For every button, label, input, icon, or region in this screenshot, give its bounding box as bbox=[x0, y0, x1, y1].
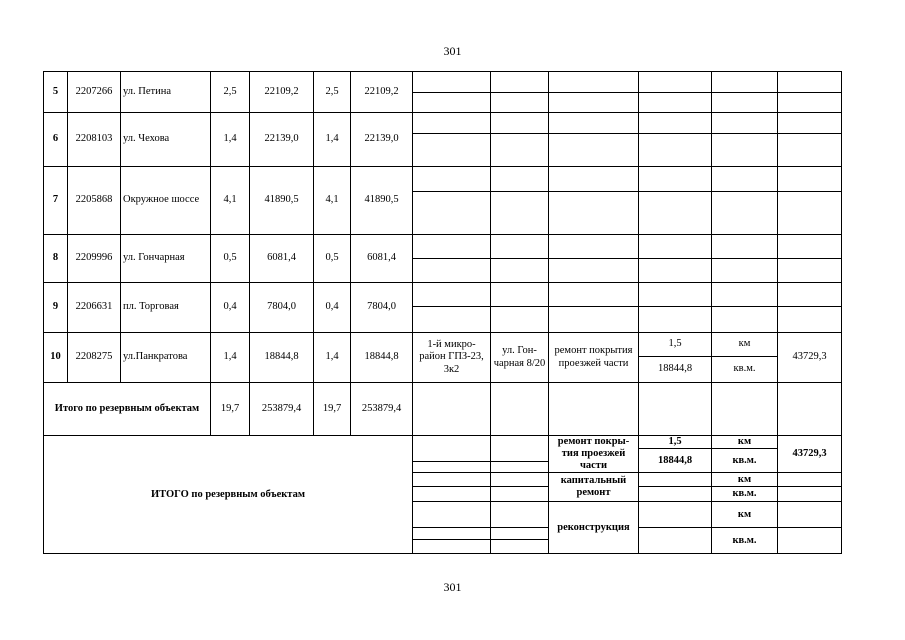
street-address: ул. Гон-чарная 8/20 bbox=[491, 333, 549, 383]
total-capital-unit-m2: кв.м. bbox=[712, 487, 778, 502]
total-unit-km: км bbox=[712, 436, 778, 449]
road-name: пл. Торговая bbox=[121, 283, 211, 333]
length-km-2: 2,5 bbox=[314, 72, 351, 113]
area-m2: 22109,2 bbox=[250, 72, 314, 113]
row-number: 7 bbox=[44, 167, 68, 235]
location: 1-й микро-район ГПЗ-23, 3к2 bbox=[413, 333, 491, 383]
area-m2-2: 6081,4 bbox=[351, 235, 413, 283]
length-km: 4,1 bbox=[211, 167, 250, 235]
row-number: 10 bbox=[44, 333, 68, 383]
quantity-m2: 18844,8 bbox=[639, 357, 712, 383]
subtotal-length: 19,7 bbox=[211, 383, 250, 436]
total-capital-label: капитальный ремонт bbox=[549, 473, 639, 502]
total-unit-m2: кв.м. bbox=[712, 449, 778, 473]
length-km: 0,4 bbox=[211, 283, 250, 333]
unit-km: км bbox=[712, 333, 778, 357]
area-m2-2: 41890,5 bbox=[351, 167, 413, 235]
length-km-2: 1,4 bbox=[314, 113, 351, 167]
road-name: Окружное шоссе bbox=[121, 167, 211, 235]
area-m2: 18844,8 bbox=[250, 333, 314, 383]
page-number-top: 301 bbox=[443, 44, 462, 58]
length-km-2: 0,5 bbox=[314, 235, 351, 283]
quantity-km: 1,5 bbox=[639, 333, 712, 357]
subtotal-label: Итого по резервным объектам bbox=[44, 383, 211, 436]
area-m2-2: 22139,0 bbox=[351, 113, 413, 167]
area-m2-2: 18844,8 bbox=[351, 333, 413, 383]
row-number: 8 bbox=[44, 235, 68, 283]
total-row bbox=[44, 436, 842, 449]
road-code: 2209996 bbox=[68, 235, 121, 283]
total-repair-m2: 18844,8 bbox=[639, 449, 712, 473]
table-row bbox=[44, 113, 842, 134]
total-recon-unit-km: км bbox=[712, 502, 778, 528]
total-repair-label: ремонт покры-тия проезжей части bbox=[549, 436, 639, 473]
road-code: 2206631 bbox=[68, 283, 121, 333]
length-km-2: 1,4 bbox=[314, 333, 351, 383]
reserve-objects-table bbox=[43, 71, 842, 554]
area-m2-2: 22109,2 bbox=[351, 72, 413, 113]
length-km-2: 0,4 bbox=[314, 283, 351, 333]
row-number: 9 bbox=[44, 283, 68, 333]
page-number-bottom: 301 bbox=[443, 580, 462, 594]
road-code: 2205868 bbox=[68, 167, 121, 235]
road-code: 2207266 bbox=[68, 72, 121, 113]
row-number: 6 bbox=[44, 113, 68, 167]
table-row bbox=[44, 72, 842, 93]
row-number: 5 bbox=[44, 72, 68, 113]
table-row bbox=[44, 333, 842, 357]
total-reconstruction-label: реконструкция bbox=[549, 502, 639, 554]
road-code: 2208275 bbox=[68, 333, 121, 383]
length-km: 2,5 bbox=[211, 72, 250, 113]
total-repair-cost: 43729,3 bbox=[778, 436, 842, 473]
total-repair-km: 1,5 bbox=[639, 436, 712, 449]
total-label: ИТОГО по резервным объектам bbox=[44, 436, 413, 554]
road-name: ул. Гончарная bbox=[121, 235, 211, 283]
road-name: ул. Петина bbox=[121, 72, 211, 113]
total-recon-unit-m2: кв.м. bbox=[712, 528, 778, 554]
total-capital-unit-km: км bbox=[712, 473, 778, 487]
subtotal-length-2: 19,7 bbox=[314, 383, 351, 436]
area-m2: 7804,0 bbox=[250, 283, 314, 333]
subtotal-row bbox=[44, 383, 842, 436]
table-row bbox=[44, 283, 842, 307]
road-name: ул. Чехова bbox=[121, 113, 211, 167]
work-type: ремонт покрытия проезжей части bbox=[549, 333, 639, 383]
length-km: 1,4 bbox=[211, 333, 250, 383]
road-name: ул.Панкратова bbox=[121, 333, 211, 383]
unit-m2: кв.м. bbox=[712, 357, 778, 383]
cost: 43729,3 bbox=[778, 333, 842, 383]
road-code: 2208103 bbox=[68, 113, 121, 167]
table-row bbox=[44, 167, 842, 192]
table-row bbox=[44, 235, 842, 259]
area-m2: 22139,0 bbox=[250, 113, 314, 167]
subtotal-area-2: 253879,4 bbox=[351, 383, 413, 436]
area-m2-2: 7804,0 bbox=[351, 283, 413, 333]
subtotal-area: 253879,4 bbox=[250, 383, 314, 436]
length-km-2: 4,1 bbox=[314, 167, 351, 235]
area-m2: 41890,5 bbox=[250, 167, 314, 235]
area-m2: 6081,4 bbox=[250, 235, 314, 283]
length-km: 1,4 bbox=[211, 113, 250, 167]
length-km: 0,5 bbox=[211, 235, 250, 283]
